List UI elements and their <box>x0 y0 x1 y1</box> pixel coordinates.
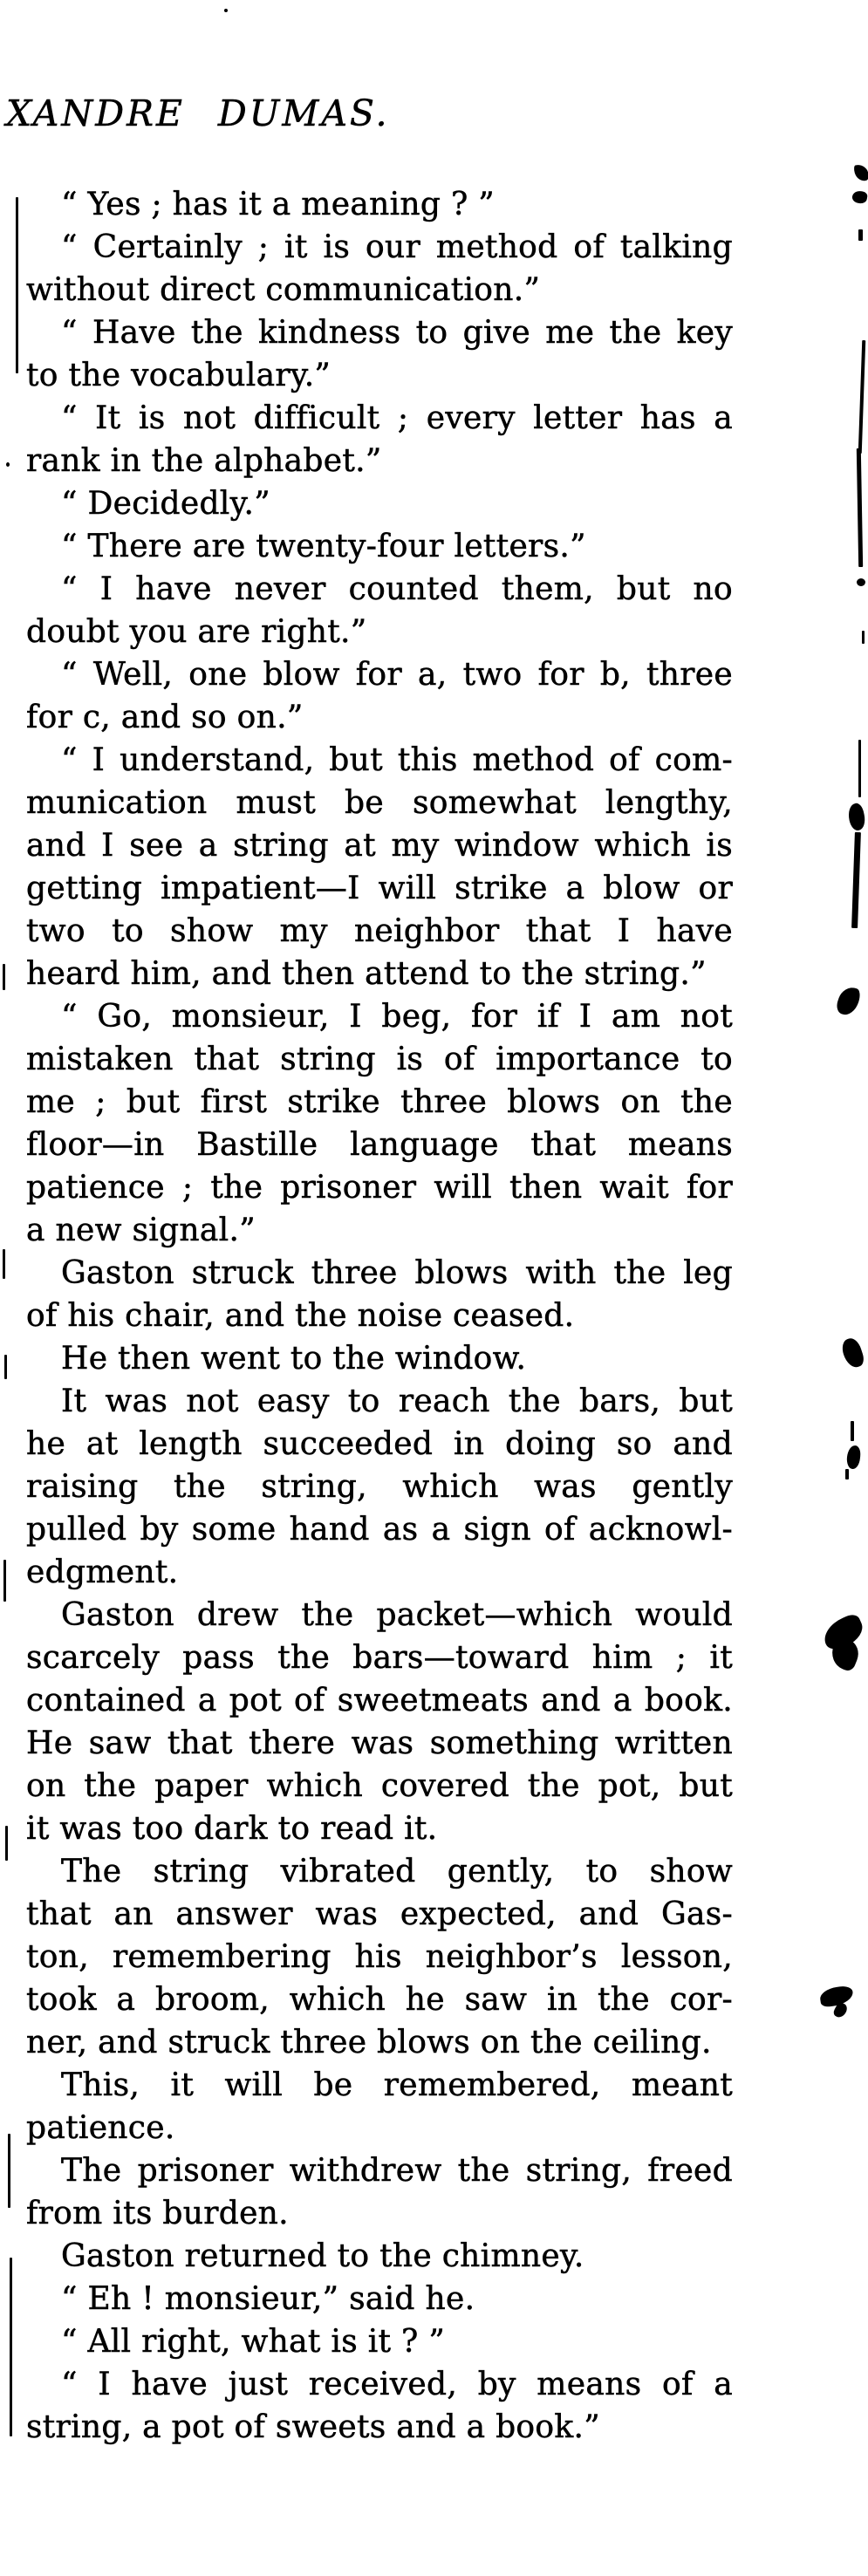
text-line: “ All right, what is it ? ” <box>61 2324 446 2360</box>
ink-mark <box>853 162 868 182</box>
text-line: without direct communication.” <box>26 272 541 308</box>
text-line: he at length succeeded in doing so and <box>26 1426 733 1462</box>
text-line: Gaston drew the packet—which would <box>61 1597 733 1633</box>
text-line: to the vocabulary.” <box>26 358 331 393</box>
text-line: two to show my neighbor that I have <box>26 913 733 949</box>
ink-mark <box>851 1421 854 1441</box>
text-line: He then went to the window. <box>61 1341 527 1377</box>
text-line: on the paper which covered the pot, but <box>26 1768 733 1804</box>
text-line: ton, remembering his neighbor’s lesson, <box>26 1939 733 1975</box>
text-line: contained a pot of sweetmeats and a book. <box>26 1683 733 1718</box>
ink-mark <box>857 448 863 567</box>
ink-mark <box>3 964 5 990</box>
ink-mark <box>858 340 866 454</box>
ink-mark <box>846 802 867 831</box>
text-line: “ It is not difficult ; every letter has a <box>61 400 733 436</box>
ink-mark <box>834 984 862 1017</box>
text-line: This, it will be remembered, meant <box>61 2067 733 2103</box>
ink-mark <box>858 229 863 241</box>
text-line: “ Certainly ; it is our method of talking <box>61 229 733 265</box>
text-line: mistaken that string is of importance to <box>26 1042 733 1077</box>
running-head: XANDRE DUMAS. <box>6 92 390 134</box>
text-line: Gaston struck three blows with the leg <box>61 1255 733 1291</box>
ink-mark <box>857 578 865 586</box>
ink-mark <box>3 1249 5 1279</box>
ink-mark <box>839 1336 865 1370</box>
text-line: It was not easy to reach the bars, but <box>61 1384 733 1419</box>
text-line: The string vibrated gently, to show <box>61 1854 733 1889</box>
text-line: it was too dark to read it. <box>26 1811 438 1847</box>
text-line: “ There are twenty-four letters.” <box>61 529 586 564</box>
text-line: “ Have the kindness to give me the key <box>61 315 733 351</box>
ink-mark <box>845 1469 849 1479</box>
ink-mark <box>846 1445 862 1469</box>
ink-mark <box>6 462 10 467</box>
ink-mark <box>851 832 861 928</box>
ink-mark <box>858 740 861 797</box>
text-line: patience. <box>26 2110 175 2146</box>
text-line: “ Go, monsieur, I beg, for if I am not <box>61 999 733 1035</box>
text-line: Gaston returned to the chimney. <box>61 2238 584 2274</box>
ink-mark <box>10 2258 12 2436</box>
text-line: raising the string, which was gently <box>26 1469 733 1505</box>
text-line: munication must be somewhat lengthy, <box>26 785 733 821</box>
text-column <box>26 183 733 2449</box>
text-line: The prisoner withdrew the string, freed <box>61 2153 733 2189</box>
text-line: scarcely pass the bars—toward him ; it <box>26 1640 733 1676</box>
text-line: patience ; the prisoner will then wait for <box>26 1170 733 1206</box>
text-line: “ Decidedly.” <box>61 486 270 522</box>
text-line: He saw that there was something written <box>26 1725 733 1761</box>
text-line: rank in the alphabet.” <box>26 443 382 479</box>
text-line: “ Well, one blow for a, two for b, three <box>61 657 733 693</box>
text-line: took a broom, which he saw in the cor- <box>26 1982 733 2018</box>
ink-mark <box>851 190 868 205</box>
text-line: and I see a string at my window which is <box>26 828 733 864</box>
text-line: heard him, and then attend to the string.” <box>26 956 707 992</box>
ink-mark <box>8 2134 10 2208</box>
ink-mark <box>4 1355 7 1379</box>
ink-mark <box>3 1560 6 1602</box>
text-line: that an answer was expected, and Gas- <box>26 1896 733 1932</box>
text-line: pulled by some hand as a sign of acknowl- <box>26 1512 733 1548</box>
ink-mark <box>862 631 865 644</box>
text-line: me ; but first strike three blows on the <box>26 1084 733 1120</box>
text-line: ner, and struck three blows on the ceiling. <box>26 2025 712 2060</box>
text-line: floor—in Bastille language that means <box>26 1127 733 1163</box>
ink-mark <box>5 1826 8 1861</box>
text-line: from its burden. <box>26 2196 289 2231</box>
text-line: getting impatient—I will strike a blow or <box>26 871 733 906</box>
text-line: edgment. <box>26 1554 179 1590</box>
text-line: for c, and so on.” <box>26 700 304 735</box>
text-line: “ I understand, but this method of com- <box>61 742 733 778</box>
text-line: “ Yes ; has it a meaning ? ” <box>61 187 496 222</box>
text-line: string, a pot of sweets and a book.” <box>26 2409 600 2445</box>
text-line: “ I have just received, by means of a <box>61 2367 733 2402</box>
text-line: doubt you are right.” <box>26 614 367 650</box>
text-line: a new signal.” <box>26 1213 256 1248</box>
text-line: “ Eh ! monsieur,” said he. <box>61 2281 475 2317</box>
ink-mark <box>224 9 228 12</box>
ink-mark <box>16 197 18 373</box>
text-line: of his chair, and the noise ceased. <box>26 1298 575 1334</box>
text-line: “ I have never counted them, but no <box>61 571 733 607</box>
